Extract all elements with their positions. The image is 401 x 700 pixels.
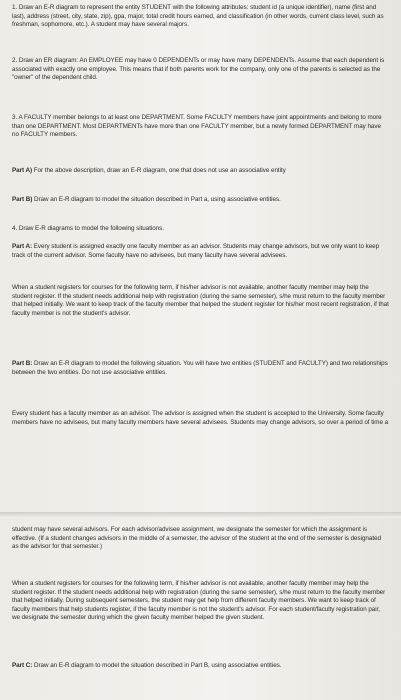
question-3-part-b-text: Draw an E-R diagram to model the situation described in Part a, using associative entities.: [32, 196, 281, 203]
question-4-part-b-registration-text: When a student registers for courses for the following term, if his/her advisor is not available, another faculty member may help the student register. If the student needs additional help with registration (during the same semester), s/he must return to the faculty member that helped initially. During subsequent semesters, the student may get help from different faculty members. We want to keep track of faculty members that help students register, if the faculty member is not the student's advisor. For each student/faculty registration pair, we designate the semester during which the given faculty member helped the given student.: [12, 580, 386, 622]
question-4-part-a: [12, 243, 389, 260]
question-4-part-a-text: Every student is assigned exactly one faculty member as an advisor. Students may change advisors, but we only want to keep track of the current advisor. Some faculty have no advisees, but many faculty have several advisees.: [12, 243, 380, 259]
part-label: Part C:: [12, 662, 33, 669]
question-4-part-b-semester: [12, 526, 389, 552]
question-4-part-c-text: Draw an E-R diagram to model the situation described in Part B, using associative entities.: [32, 662, 282, 669]
question-4-text: 4. Draw E-R diagrams to model the following situations.: [12, 225, 164, 232]
question-3: [12, 114, 389, 140]
question-4-part-b-registration: [12, 580, 389, 623]
question-3-part-b: [12, 196, 389, 205]
question-2: [12, 57, 389, 83]
question-4-part-b-advisor: [12, 410, 389, 427]
question-1-text: 1. Draw an E-R diagram to represent the entity STUDENT with the following attributes: student id (a unique identifier), name (first and last), address (street, city, state, zip), gpa, major, total credit hours earned, and classification (in other words, current class level, such as freshman, sophomore, etc.). A student may have several majors.: [12, 4, 384, 29]
question-4-part-b-text: Draw an E-R diagram to model the following situation. You will have two entities (STUDENT and FACULTY) and two relationships between the two entities. Do not use associative entities.: [12, 360, 388, 376]
part-label: Part A): [12, 167, 33, 174]
page-bottom: [0, 518, 401, 700]
question-3-part-a-text: For the above description, draw an E-R diagram, one that does not use an associative entity: [32, 167, 286, 174]
question-4-part-b: [12, 360, 389, 377]
question-4: [12, 225, 389, 234]
question-4-part-a-registration: [12, 284, 389, 318]
question-4-part-b-advisor-text: Every student has a faculty member as an advisor. The advisor is assigned when the student is accepted to the University. Some faculty members have no advisees, but many faculty members have several advisees. Students may change advisors, so over a period of time a: [12, 410, 389, 426]
question-4-part-b-semester-text: student may have several advisors. For each advisor/advisee assignment, we designate the semester for which the assignment is effective. (If a student changes advisors in the middle of a semester, the advisor of the student at the end of the semester is designated as the advisor for that semester.): [12, 526, 381, 551]
question-2-text: 2. Draw an ER diagram: An EMPLOYEE may have 0 DEPENDENTs or may have many DEPENDENTs. Assume that each dependent is associated with exactly one employee. This means that if both parents work for the company, only one of the parents is selected as the "owner" of the dependent child.: [12, 57, 385, 82]
part-label: Part A:: [12, 243, 33, 250]
part-label: Part B): [12, 196, 33, 203]
question-4-part-a-registration-text: When a student registers for courses for the following term, if his/her advisor is not available, another faculty member may help the student register. If the student needs additional help with registration (during the same semester), s/he must return to the faculty member that helped initially. We want to keep track of the faculty member that helped the student register for his/her most recent registration, if that faculty member is not the student's advisor.: [12, 284, 389, 317]
question-3-text: 3. A FACULTY member belongs to at least one DEPARTMENT. Some FACULTY members have joint appointments and belong to more than one DEPARTMENT. Most DEPARTMENTs have more than one FACULTY member, but a newly formed DEPARTMENT may have no FACULTY members.: [12, 114, 382, 139]
question-1: [12, 4, 389, 30]
part-label: Part B:: [12, 360, 33, 367]
question-3-part-a: [12, 167, 389, 176]
question-4-part-c: [12, 662, 389, 671]
